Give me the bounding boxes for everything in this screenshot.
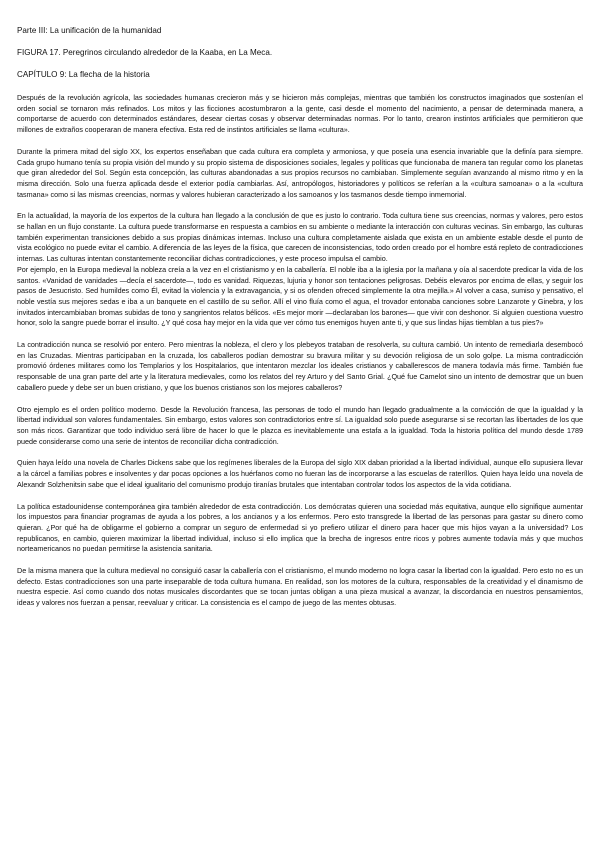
paragraph-4: Por ejemplo, en la Europa medieval la nobleza creía a la vez en el cristianismo y en la caballería. El noble iba a la iglesia por la mañana y oía al sacerdote predicar la vida de los santos. «Vanidad de vanidades —decía el sacerdote—, todo es vanidad. Riquezas, lujuria y honor son tentaciones peligrosas. Debéis elevaros por encima de ellas, y seguir los pasos de Jesucristo. Sed humildes como Él, evitad la violencia y la extravagancia, y si os ofenden ofreced simplemente la otra mejilla.» Al volver a casa, sumiso y pensativo, el noble vestía sus mejores sedas e iba a un banquete en el castillo de su señor. Allí el vino fluía como el agua, el trovador entonaba canciones sobre Lanzarote y Ginebra, y los invitados intercambiaban bromas subidas de tono y sangrientos relatos bélicos. «Es mejor morir —declaraban los barones— que vivir con deshonor. Si alguien cuestiona vuestro honor, solo la sangre puede borrar el insulto. ¿Y qué cosa hay mejor en la vida que ver cómo tus enemigos huyen ante ti, y que sus lindas hijas tiemblan a tus pies?» xyxy=(17,264,583,328)
paragraph-8: La política estadounidense contemporánea gira también alrededor de esta contradicción. Los demócratas quieren una sociedad más equitativa, aunque ello signifique aumentar los impuestos para financiar programas de ayuda a los pobres, a los ancianos y a los enfermos. Pero esto transgrede la libertad de las personas para gastar su dinero como quieran. ¿Por qué ha de obligarme el gobierno a comprar un seguro de enfermedad si yo prefiero utilizar el dinero para hacer que mis hijos vayan a la universidad? Los republicanos, en cambio, quieren maximizar la libertad individual, incluso si ello implica que la brecha de ingresos entre ricos y pobres aumente todavía más y que muchos norteamericanos no puedan permitirse la asistencia sanitaria. xyxy=(17,501,583,554)
part-heading: Parte III: La unificación de la humanidad xyxy=(17,26,162,35)
paragraph-9: De la misma manera que la cultura medieval no consiguió casar la caballería con el cristianismo, el mundo moderno no logra casar la libertad con la igualdad. Pero esto no es un defecto. Estas contradicciones son una parte inseparable de toda cultura humana. En realidad, son los motores de la cultura, responsables de la creatividad y el dinamismo de nuestra especie. Así como cuando dos notas musicales discordantes que se tocan juntas obligan a una pieza musical a avanzar, la discordancia en nuestros pensamientos, ideas y valores nos fuerzan a pensar, reevaluar y criticar. La consistencia es el campo de juego de las mentes obtusas. xyxy=(17,566,583,608)
paragraph-1: Después de la revolución agrícola, las sociedades humanas crecieron más y se hicieron más complejas, mientras que también los constructos imaginados que sostenían el orden social se tornaron más refinados. Los mitos y las ficciones acostumbraron a la gente, casi desde el momento del nacimiento, a pensar de determinada manera, a comportarse de acuerdo con determinados estándares, desear ciertas cosas y observar determinadas normas. Por lo tanto, crearon instintos artificiales que permitieron que millones de extraños cooperaran de manera efectiva. Esta red de instintos artificiales se llama «cultura». xyxy=(17,93,583,135)
paragraph-7: Quien haya leído una novela de Charles Dickens sabe que los regímenes liberales de la Europa del siglo XIX daban prioridad a la libertad individual, aunque ello supusiera llevar a la cárcel a familias pobres e insolventes y dar pocas opciones a los huérfanos como no fueran las de incorporarse a las escuelas de rateríllos. Quien haya leído una novela de Alexandr Solzhenitsin sabe que el ideal igualitario del comunismo produjo tiranías brutales que intentaban controlar todos los aspectos de la vida cotidiana. xyxy=(17,458,583,489)
paragraph-3: En la actualidad, la mayoría de los expertos de la cultura han llegado a la conclusión de que es justo lo contrario. Toda cultura tiene sus creencias, normas y valores, pero estos se hallan en un flujo constante. La cultura puede transformarse en respuesta a cambios en su ambiente o mediante la interacción con culturas vecinas. Sin embargo, las culturas también experimentan transiciones debido a sus propias dinámicas internas. Incluso una cultura completamente aislada que exista en un ambiente estable desde el punto de vista ecológico no puede evitar el cambio. A diferencia de las leyes de la física, que carecen de inconsistencias, todo orden creado por el hombre está repleto de contradicciones internas. Las culturas intentan constantemente reconciliar dichas contradicciones, y este proceso impulsa el cambio. xyxy=(17,211,583,264)
paragraph-6: Otro ejemplo es el orden político moderno. Desde la Revolución francesa, las personas de todo el mundo han llegado gradualmente a la convicción de que la igualdad y la libertad individual son valores fundamentales. Sin embargo, estos valores son contradictorios entre sí. La igualdad solo puede asegurarse si se recortan las libertades de los que son más ricos. Garantizar que todo individuo será libre de hacer lo que le plazca es inevitablemente una estafa a la igualdad. Toda la historia política del mundo desde 1789 puede considerarse como una serie de intentos de reconciliar dicha contradicción. xyxy=(17,404,583,446)
paragraph-5: La contradicción nunca se resolvió por entero. Pero mientras la nobleza, el clero y los plebeyos trataban de resolverla, su cultura cambió. Un intento de remediarla desembocó en las Cruzadas. Mientras participaban en la cruzada, los caballeros podían demostrar su bravura militar y su devoción religiosa de un solo golpe. La misma contradicción promovió órdenes militares como los Templarios y los Hospitalarios, que intentaron mezclar los ideales cristianos y caballerescos de manera todavía más firme. También fue responsable de una gran parte del arte y la literatura medievales, como los relatos del rey Arturo y del Santo Grial. ¿Qué fue Camelot sino un intento de demostrar que un buen caballero puede y debe ser un buen cristiano, y que los buenos cristianos son los mejores caballeros? xyxy=(17,340,583,392)
chapter-heading: CAPÍTULO 9: La flecha de la historia xyxy=(17,70,150,79)
figure-caption: FIGURA 17. Peregrinos circulando alrededor de la Kaaba, en La Meca. xyxy=(17,48,273,57)
paragraph-2: Durante la primera mitad del siglo XX, los expertos enseñaban que cada cultura era completa y armoniosa, y que poseía una esencia invariable que la definía para siempre. Cada grupo humano tenía su propia visión del mundo y su propio sistema de disposiciones sociales, legales y políticas que funcionaba de manera tan regular como los planetas que giran alrededor del Sol. Según esta concepción, las culturas abandonadas a sus propios recursos no cambiaban. Simplemente seguían avanzando al mismo ritmo y en la misma dirección. Solo una fuerza aplicada desde el exterior podía cambiarlas. Así, antropólogos, historiadores y políticos se referían a la «cultura samoana» o a la «cultura tasmana» como si las mismas creencias, normas y valores hubieran caracterizado a los samoanos y los tasmanos desde tiempo inmemorial. xyxy=(17,146,583,199)
body-text xyxy=(17,93,583,609)
